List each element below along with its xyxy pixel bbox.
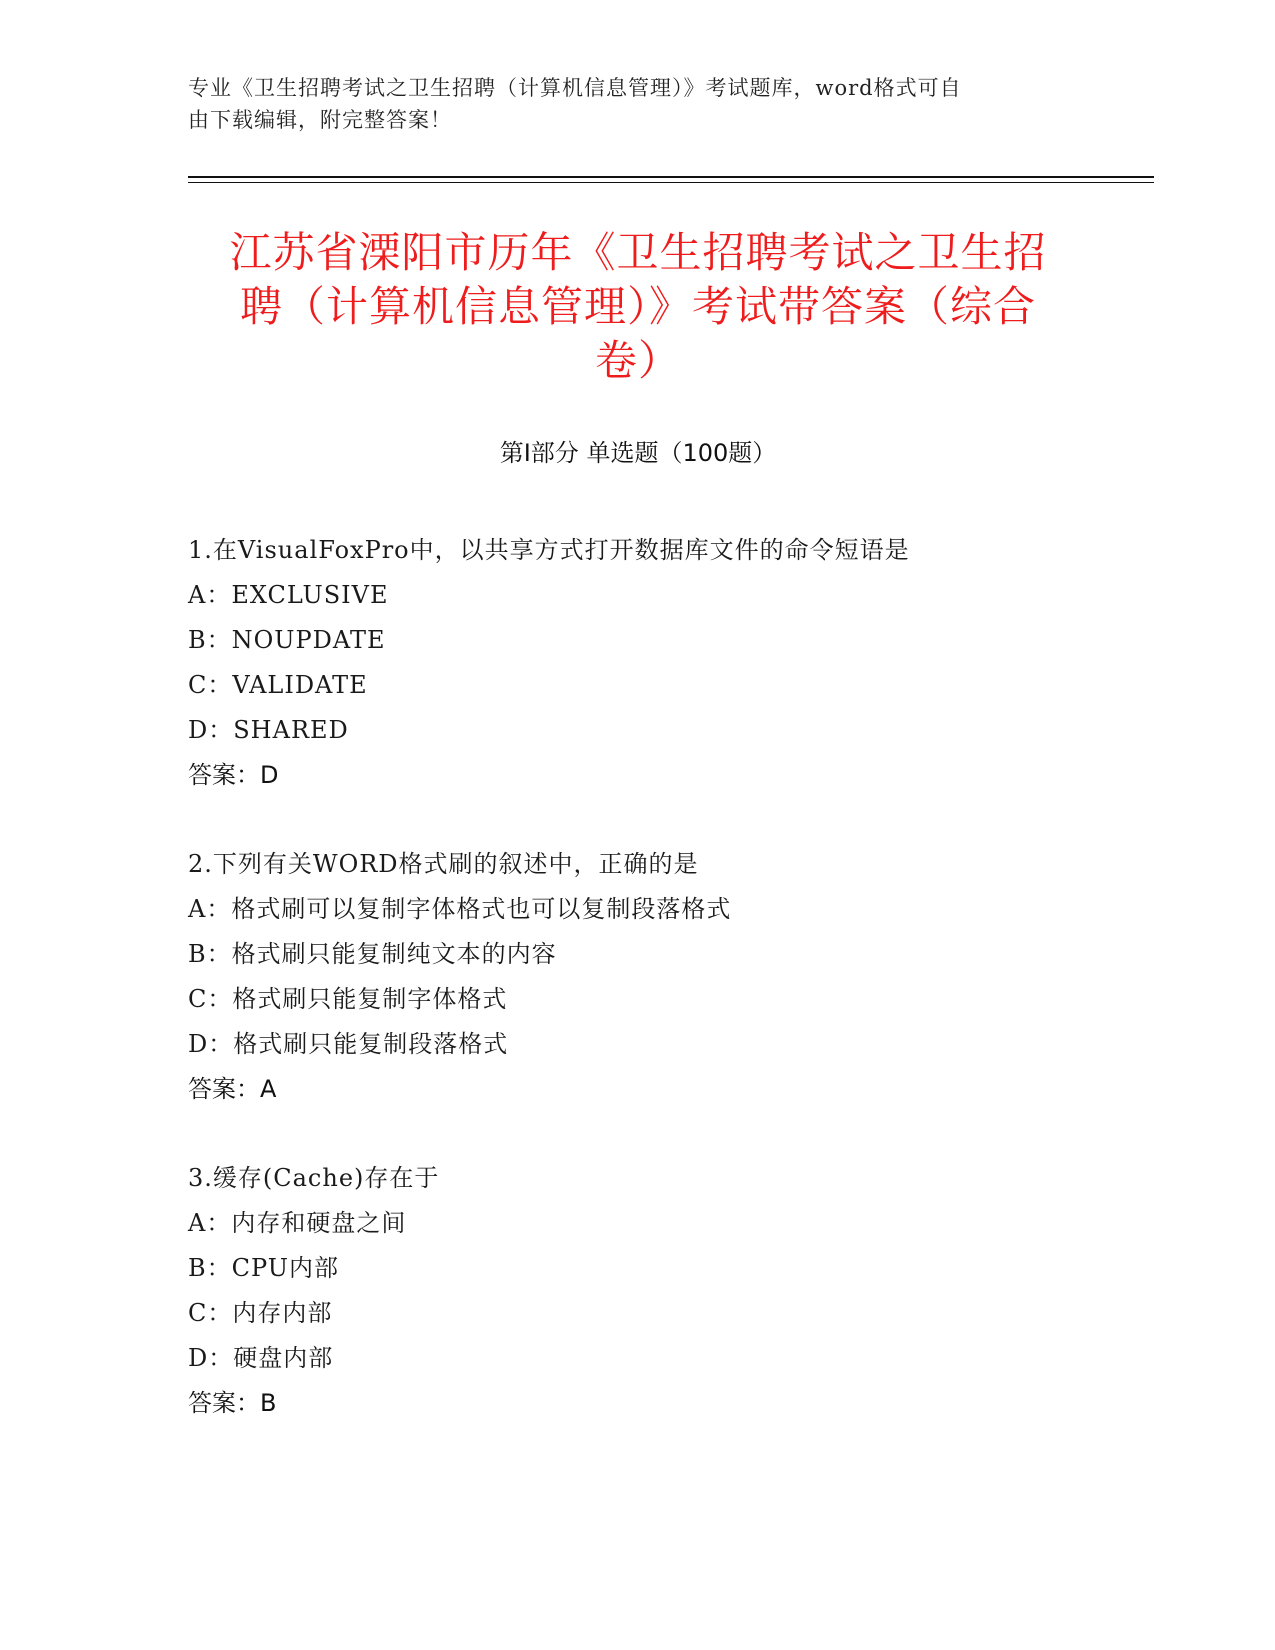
option-c: C：格式刷只能复制字体格式 (188, 985, 508, 1013)
answer: 答案：D (188, 761, 279, 789)
header-rule-thick (188, 176, 1154, 178)
question-list (188, 528, 1108, 1470)
header-note-line-1: 专业《卫生招聘考试之卫生招聘（计算机信息管理）》考试题库，word格式可自 (188, 76, 962, 100)
question-1 (188, 528, 1108, 798)
title-line-1: 江苏省溧阳市历年《卫生招聘考试之卫生招 (229, 228, 1047, 277)
option-a: A：EXCLUSIVE (188, 581, 389, 609)
option-d: D：SHARED (188, 716, 349, 744)
answer: 答案：A (188, 1075, 277, 1103)
question-3 (188, 1156, 1108, 1426)
document-title (188, 226, 1088, 388)
header-note (188, 72, 1068, 136)
title-line-3: 卷） (594, 336, 681, 385)
option-a: A：格式刷可以复制字体格式也可以复制段落格式 (188, 895, 732, 923)
header-rule-thin (188, 182, 1154, 183)
section-heading: 第Ⅰ部分 单选题（100题） (499, 439, 777, 467)
question-stem: 3.缓存(Cache)存在于 (188, 1164, 440, 1192)
answer: 答案：B (188, 1389, 277, 1417)
header-note-line-2: 由下载编辑，附完整答案！ (188, 108, 452, 132)
question-stem: 2.下列有关WORD格式刷的叙述中，正确的是 (188, 850, 699, 878)
option-b: B：格式刷只能复制纯文本的内容 (188, 940, 557, 968)
question-2 (188, 842, 1108, 1112)
title-line-2: 聘（计算机信息管理）》考试带答案（综合 (239, 282, 1036, 331)
option-b: B：NOUPDATE (188, 626, 386, 654)
option-b: B：CPU内部 (188, 1254, 339, 1282)
option-c: C：VALIDATE (188, 671, 368, 699)
option-c: C：内存内部 (188, 1299, 333, 1327)
option-d: D：硬盘内部 (188, 1344, 334, 1372)
option-a: A：内存和硬盘之间 (188, 1209, 407, 1237)
question-stem: 1.在VisualFoxPro中，以共享方式打开数据库文件的命令短语是 (188, 536, 910, 564)
option-d: D：格式刷只能复制段落格式 (188, 1030, 509, 1058)
